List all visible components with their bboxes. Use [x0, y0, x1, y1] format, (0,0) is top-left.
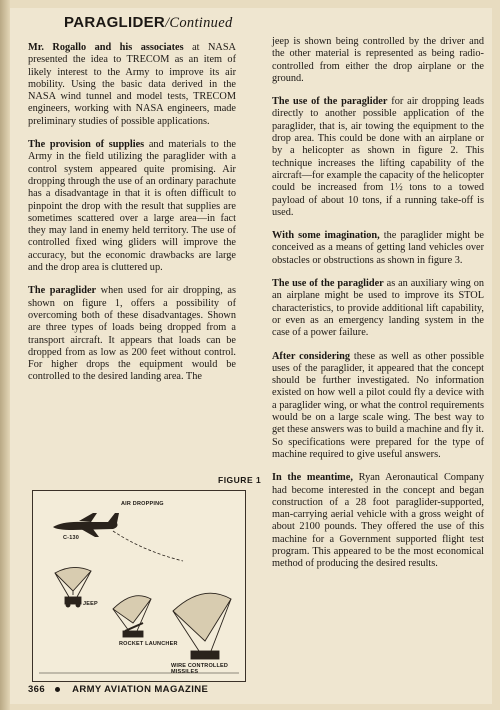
- page-footer: [28, 684, 268, 695]
- paragraph-text: when used for air dropping, as shown on figure 1, offers a possibility of overcoming both of these disadvantages. Shown are three types of loads being dropped from a transport aircraft. It appears that loads can be dropped from as low as 200 feet without control. For higher drops the equipment would be controlled to the desired landing area. The: [28, 285, 236, 383]
- left-column: [28, 42, 236, 395]
- paragraph-lead: In the meantime,: [272, 472, 353, 484]
- title-continued: /Continued: [165, 15, 233, 31]
- paragraph-lead: The use of the paraglider: [272, 278, 384, 290]
- paragraph-lead: With some imagination,: [272, 230, 380, 242]
- paragraph-lead: After considering: [272, 350, 351, 362]
- paragraph: [28, 139, 236, 274]
- page-number: 366: [28, 684, 46, 695]
- paragraph-text: for air dropping leads directly to another possible application of the paraglider, that is, air towing the equipment to the drop area. This could be done with an airplane or by a helicopter as shown in figure 2. This technique increases the lifting capability of the aircraft—for example the capacity of the helicopter could be increased from 1½ tons to a towed payload of about 10 tons, if a running take-off is used.: [272, 96, 484, 218]
- page-binding-shadow: [0, 0, 10, 710]
- paragraph-lead: The use of the paraglider: [272, 96, 388, 108]
- figure-label: FIGURE 1: [218, 475, 262, 485]
- caption-wire-controlled-missiles: WIRE CONTROLLED MISSILES: [171, 663, 229, 675]
- paragraph: [272, 278, 484, 339]
- paragraph-text: the paraglider might be conceived as a means of getting land vehicles over obstacles or obstructions as shown in figure 3.: [272, 230, 485, 266]
- c130-aircraft-icon: [53, 513, 119, 537]
- caption-rocket-launcher: ROCKET LAUNCHER: [119, 641, 178, 647]
- paragraph: [272, 96, 484, 219]
- bullet-dot-icon: [55, 687, 60, 692]
- caption-jeep: JEEP: [83, 601, 98, 607]
- paragraph: [272, 36, 484, 85]
- figure-1-illustration: [32, 490, 246, 682]
- title-main: PARAGLIDER: [64, 14, 166, 31]
- drop-path-line: [113, 531, 183, 561]
- rocket-launcher-paraglider-icon: [113, 596, 151, 637]
- missiles-paraglider-icon: [173, 593, 231, 659]
- paragraph-text: jeep is shown being controlled by the driver and the other material is represented as being radio-controlled from either the drop airplane or the ground.: [272, 36, 484, 84]
- caption-c130: C-130: [63, 535, 79, 541]
- right-column: [272, 36, 484, 582]
- figure-drawing: [33, 491, 245, 681]
- page-title: [64, 14, 233, 32]
- paragraph: [272, 351, 484, 462]
- paragraph: [272, 472, 484, 570]
- paragraph-lead: The paraglider: [28, 285, 97, 297]
- paragraph-text: Ryan Aeronautical Company had become interested in the concept and began construction of a 28 foot paraglider-supported, man-carrying aerial vehicle with a gross weight of about 2100 pounds. They offered the use of this machine for a Government supported flight test program. This appeared to be the most economical method of producing the desired results.: [272, 472, 484, 570]
- magazine-name: ARMY AVIATION MAGAZINE: [72, 684, 209, 695]
- paragraph-text: these as well as other possible uses of the paraglider, it appeared that the concept should be further investigated. No information existed on how well a pilot could fly a device with a paraglider wing, or what the control requirements would be on a large scale wing. The best way to get these answers was to build a machine and fly it. So specifications were prepared for the type of machine required to give useful answers.: [272, 350, 484, 460]
- paragraph-lead: Mr. Rogallo and his associates: [28, 42, 184, 53]
- paragraph: [28, 285, 236, 383]
- paragraph-text: as an auxiliary wing on an airplane might be used to improve its STOL characteristics, to provide additional lift capability, or even as an emergency landing system in the case of a power failure.: [272, 278, 485, 339]
- paragraph: [272, 230, 484, 267]
- paragraph-lead: The provision of supplies: [28, 139, 145, 151]
- paragraph: [28, 42, 236, 128]
- caption-air-dropping: AIR DROPPING: [121, 501, 164, 507]
- paragraph-text: and materials to the Army in the field utilizing the paraglider with a control system appeared quite promising. Air dropping through the use of an ordinary parachute has a disadvantage in that it is often difficult to pinpoint the drop with the result that supplies are sometimes scattered over a large area—in fact they may land in enemy held territory. The use of controlled fixed wing gliders will improve the accuracy, but the economic drawbacks are large and the drop area is cluttered up.: [28, 139, 236, 274]
- paragraph-text: at NASA presented the idea to TRECOM as an item of likely interest to the Army to improve its air mobility. Using the basic data derived in the NASA wind tunnel and model tests, TRECOM engineers, working with NASA engineers, made preliminary studies of possible applications.: [28, 42, 236, 127]
